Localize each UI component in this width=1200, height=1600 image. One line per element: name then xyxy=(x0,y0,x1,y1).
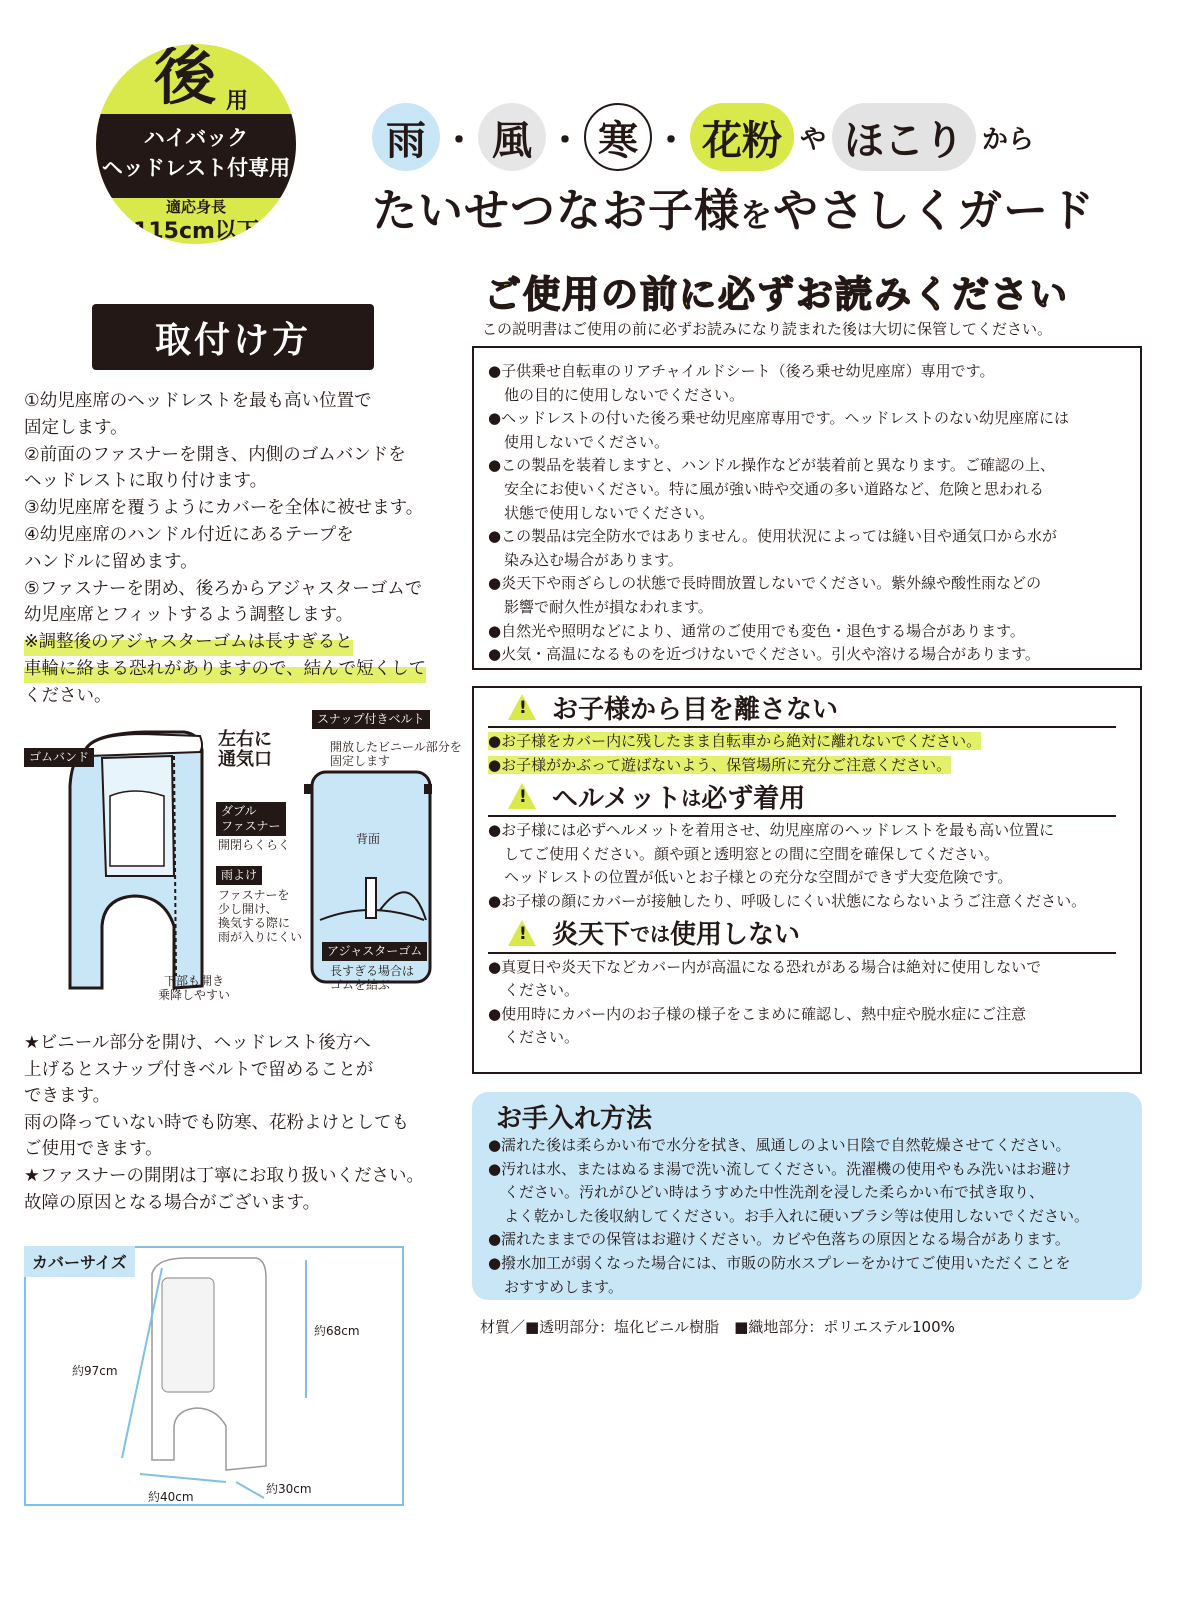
headline-wind: 風 xyxy=(478,103,546,171)
warning-title: 使用しない xyxy=(670,920,801,951)
notice-item: ●この製品を装着しますと、ハンドル操作などが装着前と異なります。ご確認の上、 安全にお使いください。特に風が強い時や交通の多い道路など、危険と思われる 状態で使用しないでください。 xyxy=(488,456,1055,522)
warning-item: ●使用時にカバー内のお子様の様子をこまめに確認し、熱中症や脱水症にご注意 ください。 xyxy=(488,1004,1027,1047)
note-line: 雨の降っていない時でも防寒、花粉よけとしても xyxy=(24,1112,409,1133)
badge-suffix: 用 xyxy=(226,89,249,114)
notice-item: ●炎天下や雨ざらしの状態で長時間放置しないでください。紫外線や酸性雨などの 影響で耐久性が損なわれます。 xyxy=(488,574,1042,616)
headline-sep: ・ xyxy=(548,120,582,161)
warning-icon xyxy=(508,694,536,720)
install-steps xyxy=(24,388,464,710)
install-step: 幼児座席とフィットするよう調整します。 xyxy=(24,605,354,626)
note-line: できます。 xyxy=(24,1086,111,1107)
label-rain-flap: 雨よけ xyxy=(216,866,262,885)
usage-notes xyxy=(24,1030,464,1216)
label-double-zip-note: 開閉らくらく xyxy=(218,838,291,852)
badge-line2: ヘッドレスト付専用 xyxy=(101,156,291,180)
install-step: ください。 xyxy=(24,685,112,706)
install-step: ②前面のファスナーを開き、内側のゴムバンドを xyxy=(24,444,406,465)
notice-item: ●自然光や照明などにより、通常のご使用でも変色・退色する場合があります。 xyxy=(488,621,1025,640)
notice-subtitle: この説明書はご使用の前に必ずお読みになり読まれた後は大切に保管してください。 xyxy=(482,320,1053,338)
note-line: ご使用できます。 xyxy=(24,1139,163,1160)
install-title: 取付け方 xyxy=(92,304,374,370)
install-step: ※調整後のアジャスターゴムは長すぎると xyxy=(24,629,353,656)
warning-title: では xyxy=(630,922,671,947)
label-bottom-note: 下部も開き 乗降しやすい xyxy=(158,974,231,1002)
headline-part: やさしくガード xyxy=(773,184,1096,237)
notice-item: ●火気・高温になるものを近づけないでください。引火や溶ける場合があります。 xyxy=(488,645,1040,664)
warning-item: ●お子様には必ずヘルメットを着用させ、幼児座席のヘッドレストを最も高い位置に してご使用ください。顔や頭と透明窓との間に空間を確保してください。 ヘッドレストの位置が低いとお子様との充分な空間ができず大変危険です。 xyxy=(488,821,1055,887)
install-step: 固定します。 xyxy=(24,417,128,438)
headline-pollen: 花粉 xyxy=(690,103,794,171)
warning-title: お子様から目を離さない xyxy=(552,694,839,725)
install-step: ヘッドレストに取り付けます。 xyxy=(24,471,268,492)
install-step: ①幼児座席のヘッドレストを最も高い位置で xyxy=(24,391,372,411)
warning-item: ●お子様をカバー内に残したまま自転車から絶対に離れないでください。 xyxy=(488,732,982,750)
size-height-97: 約97cm xyxy=(72,1364,118,1378)
warning-icon xyxy=(508,783,536,809)
badge-line3: 適応身長 xyxy=(165,198,226,216)
headline-part: を xyxy=(740,196,774,234)
note-line: 上げるとスナップ付きベルトで留めることが xyxy=(24,1059,374,1080)
size-height-68: 約68cm xyxy=(314,1324,360,1338)
headline-ya: や xyxy=(800,124,827,155)
badge-line1: ハイバック xyxy=(143,126,249,150)
warning-title: 必ず着用 xyxy=(701,783,806,814)
care-item: ●濡れた後は柔らかい布で水分を拭き、風通しのよい日陰で自然乾燥させてください。 xyxy=(488,1136,1071,1154)
care-item: ●汚れは水、またはぬるま湯で洗い流してください。洗濯機の使用やもみ洗いはお避け ください。汚れがひどい時はうすめた中性洗剤を浸した柔らかい布で拭き取り、 よく乾かした後収納してください。お手入れに硬いブラシ等は使用しないでください。 xyxy=(488,1159,1090,1225)
label-snap-belt: スナップ付きベルト xyxy=(312,710,430,729)
care-item: ●濡れたままでの保管はお避けください。カビや色落ちの原因となる場合があります。 xyxy=(488,1230,1070,1249)
label-vents: 左右に 通気口 xyxy=(218,729,272,770)
material-info: 材質／■透明部分：塩化ビニル樹脂 ■織地部分：ポリエステル100% xyxy=(480,1318,955,1336)
headline-line1 xyxy=(372,100,1040,174)
note-line: ★ファスナーの開閉は丁寧にお取り扱いください。 xyxy=(24,1165,424,1186)
care-item: ●撥水加工が弱くなった場合には、市販の防水スプレーをかけてご使用いただくことを おすすめします。 xyxy=(488,1253,1071,1296)
cover-size-title: カバーサイズ xyxy=(24,1246,135,1277)
size-depth-30: 約30cm xyxy=(266,1482,312,1496)
size-width-40: 約40cm xyxy=(148,1490,194,1504)
warning-title: は xyxy=(681,785,702,810)
note-line: 故障の原因となる場合がございます。 xyxy=(24,1192,321,1213)
label-adjuster-note: 長すぎる場合は ゴムを結ぶ xyxy=(330,964,415,992)
notice-item: ●この製品は完全防水ではありません。使用状況によっては縫い目や通気口から水が 染み込む場合があります。 xyxy=(488,527,1057,569)
label-rain-flap-note: ファスナーを 少し開け、 換気する際に 雨が入りにくい xyxy=(218,888,303,944)
notice-title: ご使用の前に必ずお読みください xyxy=(484,273,1069,316)
warnings-box xyxy=(472,686,1142,1074)
warning-icon xyxy=(508,920,536,946)
install-step: ④幼児座席のハンドル付近にあるテープを xyxy=(24,524,354,545)
headline-sep: ・ xyxy=(442,120,476,161)
notice-item: ●ヘッドレストの付いた後ろ乗せ幼児座席専用です。ヘッドレストのない幼児座席には 使用しないでください。 xyxy=(488,409,1069,451)
warning-heading xyxy=(488,914,1116,954)
notice-item: ●子供乗せ自転車のリアチャイルドシート（後ろ乗せ幼児座席）専用です。 他の目的に使用しないでください。 xyxy=(488,362,995,404)
warning-item: ●お子様の顔にカバーが接触したり、呼吸しにくい状態にならないようご注意ください。 xyxy=(488,891,1087,910)
headline-dust: ほこり xyxy=(832,103,976,171)
label-back: 背面 xyxy=(356,832,381,846)
install-step: ③幼児座席を覆うようにカバーを全体に被せます。 xyxy=(24,498,424,519)
install-step: ⑤ファスナーを閉め、後ろからアジャスターゴムで xyxy=(24,578,423,599)
care-title: お手入れ方法 xyxy=(496,1104,653,1134)
note-line: ★ビニール部分を開け、ヘッドレスト後方へ xyxy=(24,1033,371,1053)
label-snap-note: 開放したビニール部分を 固定します xyxy=(330,740,462,768)
warning-item: ●真夏日や炎天下などカバー内が高温になる恐れがある場合は絶対に使用しないで ください。 xyxy=(488,957,1042,1000)
install-step: ハンドルに留めます。 xyxy=(24,551,198,572)
headline-kara: から xyxy=(982,124,1035,155)
label-adjuster: アジャスターゴム xyxy=(322,942,427,961)
label-double-zip: ダブル ファスナー xyxy=(216,802,286,836)
headline-line2 xyxy=(372,174,1095,239)
warning-heading xyxy=(488,777,1116,817)
warning-heading xyxy=(488,688,1116,728)
badge-line4: 115cm以下 xyxy=(133,219,259,244)
headline-sep: ・ xyxy=(654,120,688,161)
headline-cold: 寒 xyxy=(584,103,652,171)
label-rubber-band: ゴムバンド xyxy=(24,748,94,767)
install-step: 車輪に絡まる恐れがありますので、結んで短くして xyxy=(24,656,426,683)
headline-part: たいせつなお子様 xyxy=(372,184,741,237)
badge-main: 後 xyxy=(154,44,217,113)
care-panel xyxy=(472,1092,1142,1300)
target-badge xyxy=(96,44,296,244)
warning-title: ヘルメット xyxy=(552,783,682,814)
warning-title: 炎天下 xyxy=(552,920,631,951)
headline-rain: 雨 xyxy=(372,103,440,171)
notice-box xyxy=(472,346,1142,670)
warning-item: ●お子様がかぶって遊ばないよう、保管場所に充分ご注意ください。 xyxy=(488,755,952,774)
